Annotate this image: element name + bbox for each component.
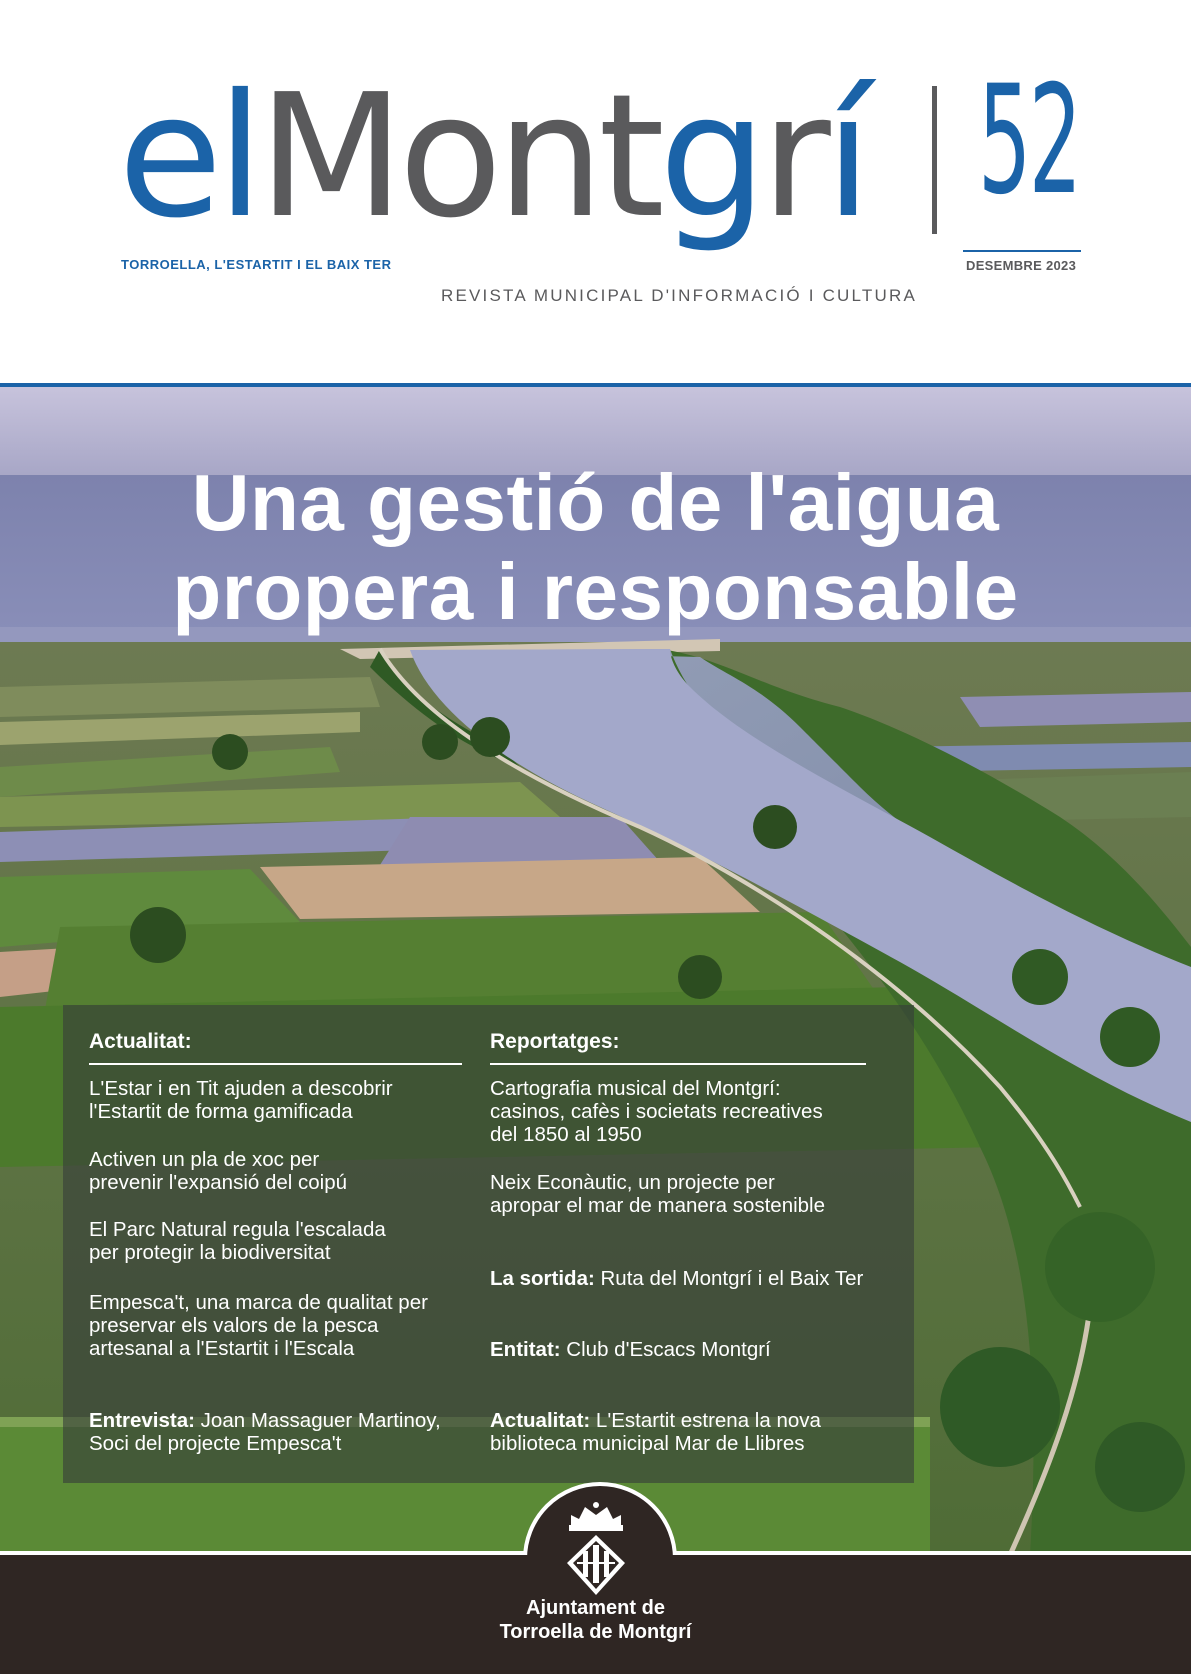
contents-item-entrevista[interactable] [89, 1409, 469, 1455]
section-heading-reportatges: Reportatges: [490, 1030, 620, 1053]
issue-date: DESEMBRE 2023 [966, 258, 1077, 273]
item-text: Club d'Escacs Montgrí [560, 1338, 771, 1361]
item-label: Actualitat: [490, 1409, 591, 1432]
item-text: Ruta del Montgrí i el Baix Ter [594, 1267, 864, 1290]
logo-el: el [118, 58, 258, 256]
footer-line-1: Ajuntament de [526, 1597, 665, 1619]
issue-number: 52 [978, 54, 1080, 228]
item-text: Joan Massaguer Martinoy, Soci del projecte Empesca't [89, 1409, 441, 1455]
footer-line-2: Torroella de Montgrí [499, 1621, 692, 1643]
contents-item-sortida[interactable] [490, 1267, 890, 1290]
contents-item[interactable]: L'Estar i en Tit ajuden a descobrir l'Estartit de forma gamificada [89, 1077, 393, 1123]
contents-item[interactable]: Neix Econàutic, un projecte per apropar el mar de manera sostenible [490, 1171, 826, 1217]
section-rule [490, 1063, 866, 1065]
contents-item[interactable]: Empesca't, una marca de qualitat per preservar els valors de la pesca artesanal a l'Estartit i l'Escala [89, 1291, 428, 1360]
logo-r: r [760, 58, 825, 256]
contents-panel [63, 1005, 914, 1483]
section-rule [89, 1063, 462, 1065]
masthead [0, 0, 1191, 385]
logo-tagline: TORROELLA, L'ESTARTIT I EL BAIX TER [121, 257, 392, 272]
headline-line-2: propera i responsable [172, 547, 1019, 636]
section-heading-actualitat: Actualitat: [89, 1030, 192, 1053]
cover-headline [0, 458, 1191, 636]
item-text: L'Estartit estrena la nova biblioteca municipal Mar de Llibres [490, 1409, 821, 1455]
contents-item[interactable]: El Parc Natural regula l'escalada per protegir la biodiversitat [89, 1218, 386, 1264]
item-label: La sortida: [490, 1267, 595, 1290]
logo-i: í [824, 58, 866, 256]
issue-rule [963, 250, 1081, 252]
magazine-subtitle: REVISTA MUNICIPAL D'INFORMACIÓ I CULTURA [441, 286, 917, 305]
contents-item-actualitat[interactable] [490, 1409, 860, 1455]
footer-institution [0, 1596, 1191, 1644]
logo-mont: Mont [257, 58, 659, 256]
contents-item-entitat[interactable] [490, 1338, 890, 1361]
item-label: Entrevista: [89, 1409, 195, 1432]
item-label: Entitat: [490, 1338, 561, 1361]
contents-item[interactable]: Activen un pla de xoc per prevenir l'expansió del coipú [89, 1148, 348, 1194]
masthead-divider [932, 86, 937, 234]
headline-line-1: Una gestió de l'aigua [191, 458, 1000, 547]
logo-g: g [658, 58, 761, 256]
town-coat-of-arms-icon [563, 1501, 629, 1597]
contents-item[interactable]: Cartografia musical del Montgrí: casinos, cafès i societats recreatives del 1850 al 1950 [490, 1077, 823, 1146]
